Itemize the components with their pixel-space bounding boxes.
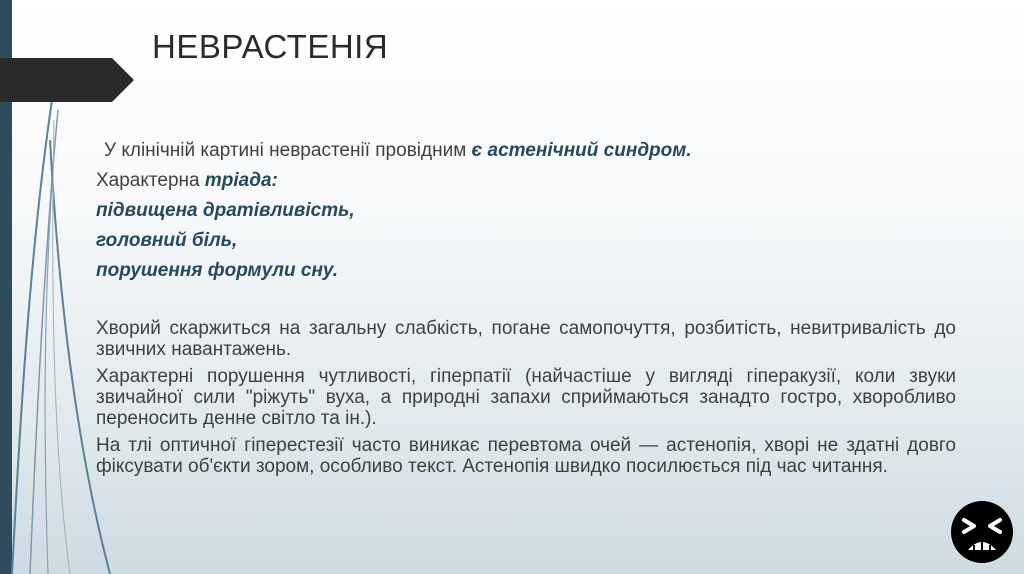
paragraph-asthenopia: На тлі оптичної гіперестезії часто виникає перевтома очей — астенопія, хворі не здатні довго фіксувати об'єкти зором, особливо текст. Астенопія швидко посилюється під час читання. bbox=[96, 435, 956, 477]
distressed-face-icon bbox=[950, 500, 1014, 564]
triad-emphasis: тріада: bbox=[204, 170, 278, 191]
slide-content bbox=[96, 140, 956, 483]
triad-item: порушення формули сну. bbox=[96, 260, 339, 281]
triad-item: підвищена дратівливість, bbox=[96, 200, 355, 221]
paragraph-complaints: Хворий скаржиться на загальну слабкість, погане самопочуття, розбитість, невитривалість до звичних навантажень. bbox=[96, 318, 956, 360]
paragraph-sensitivity: Характерні порушення чутливості, гіперпатії (найчастіше у вигляді гіперакузії, коли звуки звичайної сили "ріжуть" вуха, а природні запахи сприймаються занадто гостро, хворобливо переносить денне світло та ін.). bbox=[96, 366, 956, 429]
intro-text: У клінічній картині неврастенії провідним bbox=[104, 140, 472, 161]
intro-line bbox=[104, 140, 956, 162]
intro-emphasis: є астенічний синдром. bbox=[471, 140, 692, 161]
page-title: НЕВРАСТЕНІЯ bbox=[152, 28, 389, 65]
triad-item: головний біль, bbox=[96, 230, 238, 251]
arrow-banner-icon bbox=[0, 58, 134, 102]
triad-prefix: Характерна bbox=[96, 170, 205, 191]
triad-heading bbox=[96, 170, 956, 192]
